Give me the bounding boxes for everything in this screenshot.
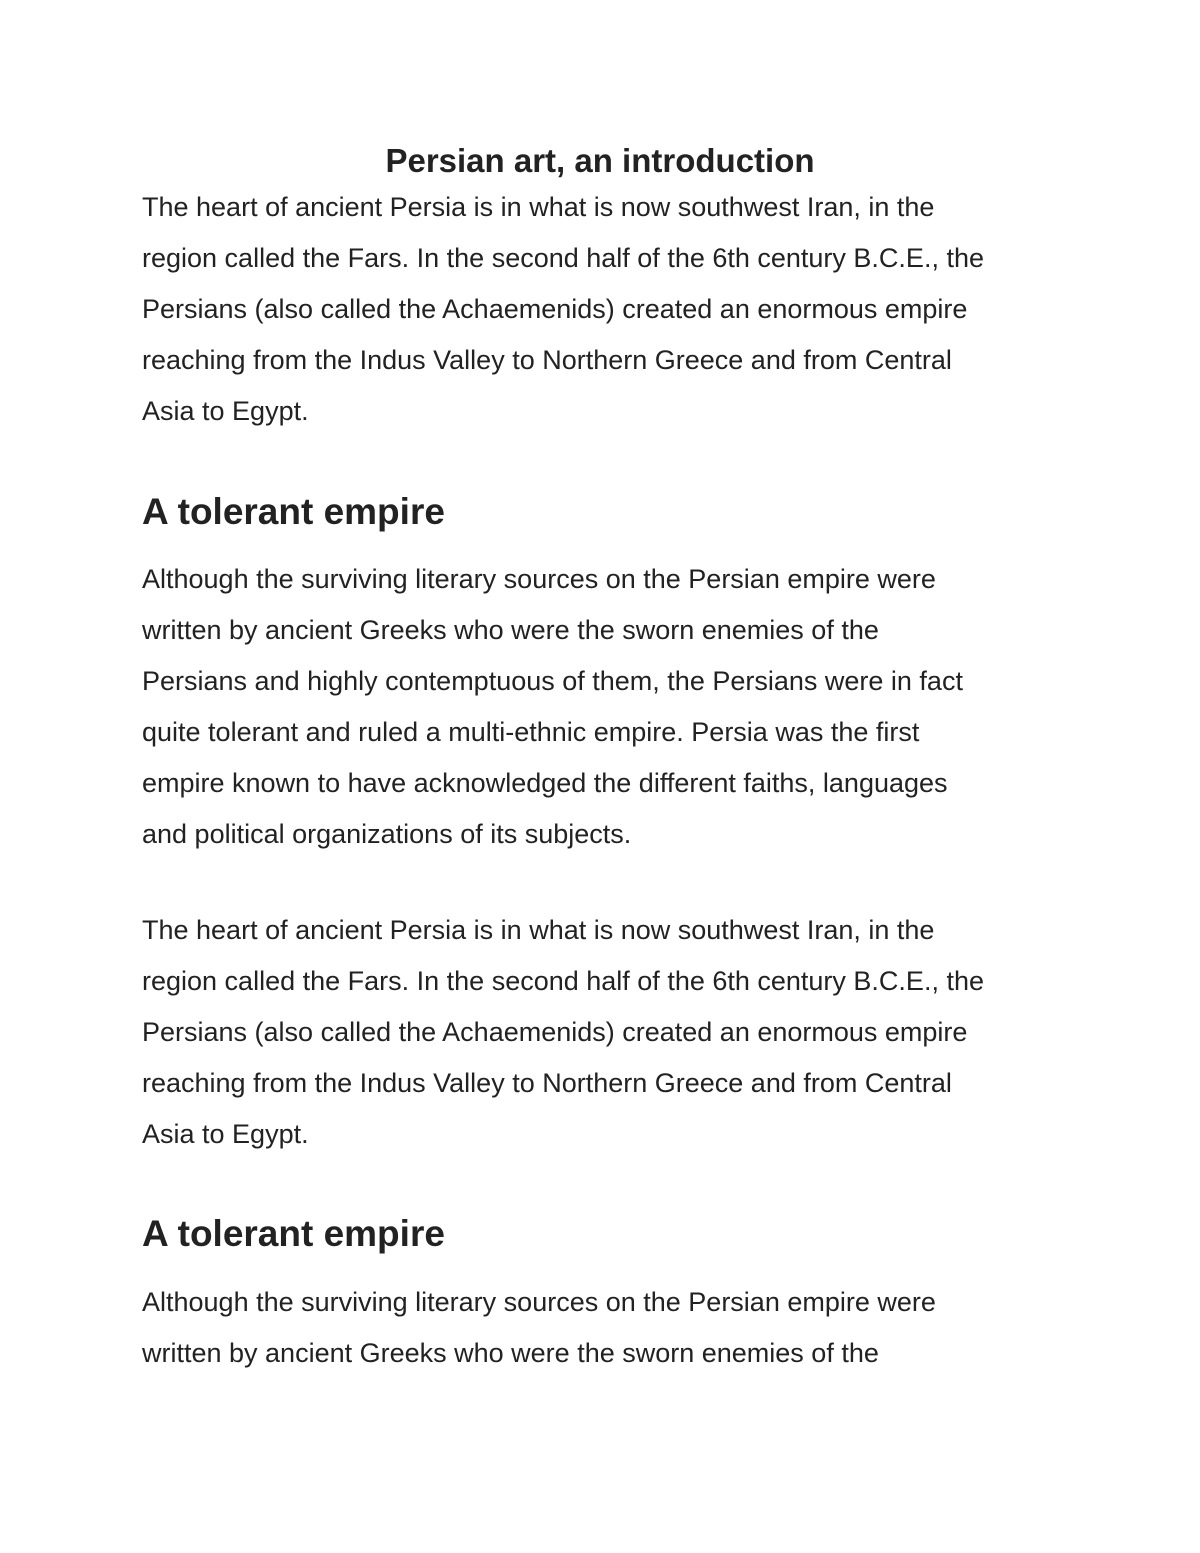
paragraph-intro-repeat bbox=[142, 905, 1072, 1160]
paragraph-line: Asia to Egypt. bbox=[142, 1119, 309, 1149]
paragraph-line: written by ancient Greeks who were the sworn enemies of the bbox=[142, 615, 879, 645]
paragraph-tolerant-empire bbox=[142, 554, 1072, 860]
paragraph-line: and political organizations of its subjects. bbox=[142, 819, 632, 849]
section-heading: A tolerant empire bbox=[142, 491, 445, 532]
paragraph-line: empire known to have acknowledged the different faiths, languages bbox=[142, 768, 948, 798]
paragraph-line: Although the surviving literary sources on the Persian empire were bbox=[142, 1287, 936, 1317]
section-heading: A tolerant empire bbox=[142, 1213, 445, 1254]
paragraph-line: Persians and highly contemptuous of them, the Persians were in fact bbox=[142, 666, 963, 696]
paragraph-line: reaching from the Indus Valley to Northern Greece and from Central bbox=[142, 345, 952, 375]
paragraph-line: Although the surviving literary sources on the Persian empire were bbox=[142, 564, 936, 594]
paragraph-tolerant-empire-repeat bbox=[142, 1277, 1072, 1379]
paragraph-line: quite tolerant and ruled a multi-ethnic empire. Persia was the first bbox=[142, 717, 920, 747]
document-title: Persian art, an introduction bbox=[385, 142, 815, 179]
paragraph-line: written by ancient Greeks who were the sworn enemies of the bbox=[142, 1338, 879, 1368]
paragraph-line: Asia to Egypt. bbox=[142, 396, 309, 426]
paragraph-line: Persians (also called the Achaemenids) created an enormous empire bbox=[142, 294, 968, 324]
paragraph-line: region called the Fars. In the second half of the 6th century B.C.E., the bbox=[142, 966, 984, 996]
paragraph-line: region called the Fars. In the second half of the 6th century B.C.E., the bbox=[142, 243, 984, 273]
paragraph-line: reaching from the Indus Valley to Northern Greece and from Central bbox=[142, 1068, 952, 1098]
paragraph-intro bbox=[142, 182, 1072, 437]
paragraph-line: Persians (also called the Achaemenids) created an enormous empire bbox=[142, 1017, 968, 1047]
paragraph-line: The heart of ancient Persia is in what is now southwest Iran, in the bbox=[142, 192, 935, 222]
paragraph-line: The heart of ancient Persia is in what is now southwest Iran, in the bbox=[142, 915, 935, 945]
